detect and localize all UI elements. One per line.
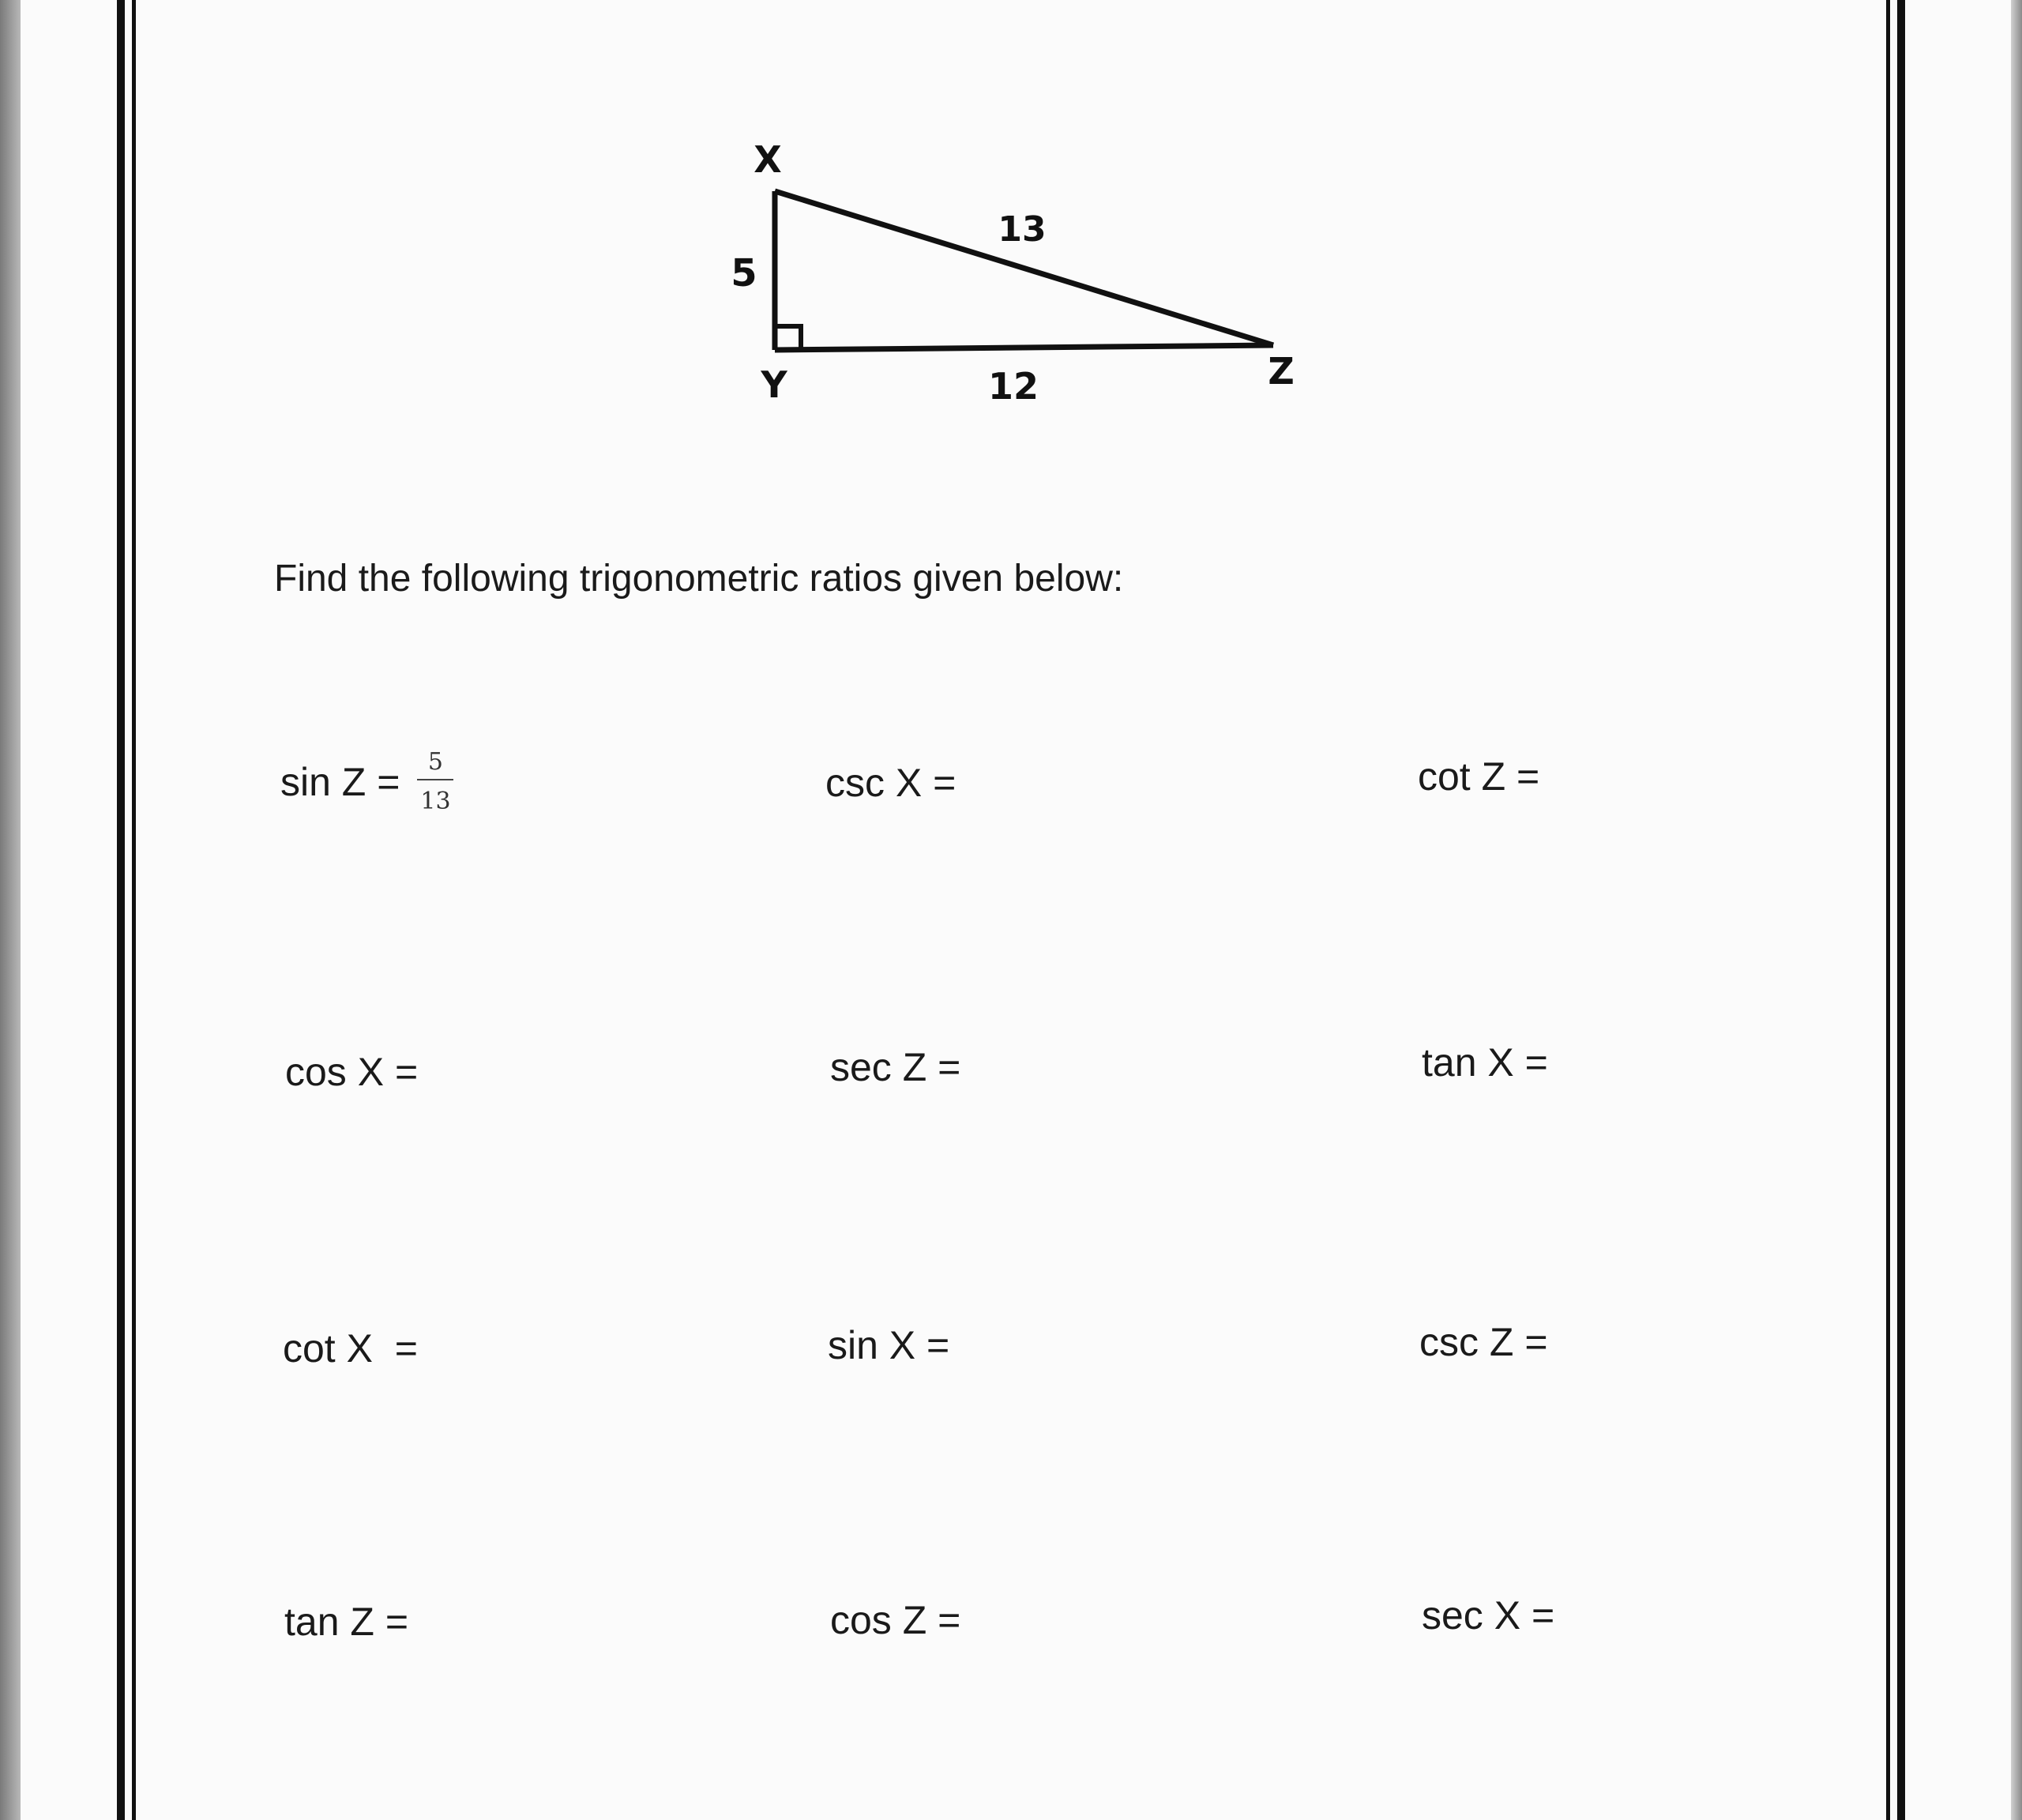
ratio-label: cos Z = <box>830 1598 961 1642</box>
vertex-y-label: Y <box>761 363 787 406</box>
ratio-label: sin X = <box>828 1323 950 1367</box>
ratio-sin-z <box>280 750 453 814</box>
side-yz <box>775 345 1273 350</box>
ratio-label: sec Z = <box>830 1045 961 1089</box>
ratio-label: cot Z = <box>1418 754 1540 799</box>
side-xy-length: 5 <box>731 251 757 295</box>
instruction-text: Find the following trigonometric ratios given below: <box>274 558 1124 600</box>
ratio-label: csc X = <box>825 761 957 805</box>
side-yz-length: 12 <box>987 365 1039 408</box>
ratio-label: sec X = <box>1422 1593 1555 1638</box>
answer-denominator: 13 <box>420 788 451 815</box>
answer-numerator: 5 <box>427 748 443 776</box>
ratio-csc-x <box>825 760 956 806</box>
ratio-cos-z <box>830 1597 960 1643</box>
vertex-x-label: X <box>754 138 782 181</box>
right-triangle-diagram <box>0 0 2022 474</box>
side-xz-length: 13 <box>998 209 1047 250</box>
ratio-label: sin Z = <box>280 760 400 804</box>
vertex-z-label: Z <box>1268 350 1295 393</box>
ratio-label: cos X = <box>285 1050 419 1094</box>
ratio-cot-z <box>1418 754 1539 799</box>
ratio-label: tan Z = <box>284 1600 409 1644</box>
ratio-tan-z <box>284 1599 408 1645</box>
ratio-label: csc Z = <box>1419 1320 1548 1364</box>
ratio-tan-x <box>1422 1040 1548 1085</box>
right-angle-marker <box>775 326 801 350</box>
ratio-cot-x <box>283 1326 418 1371</box>
handwritten-answer-fraction <box>417 750 453 814</box>
ratio-sin-x <box>828 1322 949 1368</box>
ratio-label: tan X = <box>1422 1040 1548 1085</box>
ratio-sec-z <box>830 1044 960 1090</box>
ratio-csc-z <box>1419 1319 1548 1365</box>
ratio-sec-x <box>1422 1592 1554 1638</box>
ratio-label: cot X = <box>283 1326 418 1371</box>
ratio-cos-x <box>285 1049 418 1095</box>
